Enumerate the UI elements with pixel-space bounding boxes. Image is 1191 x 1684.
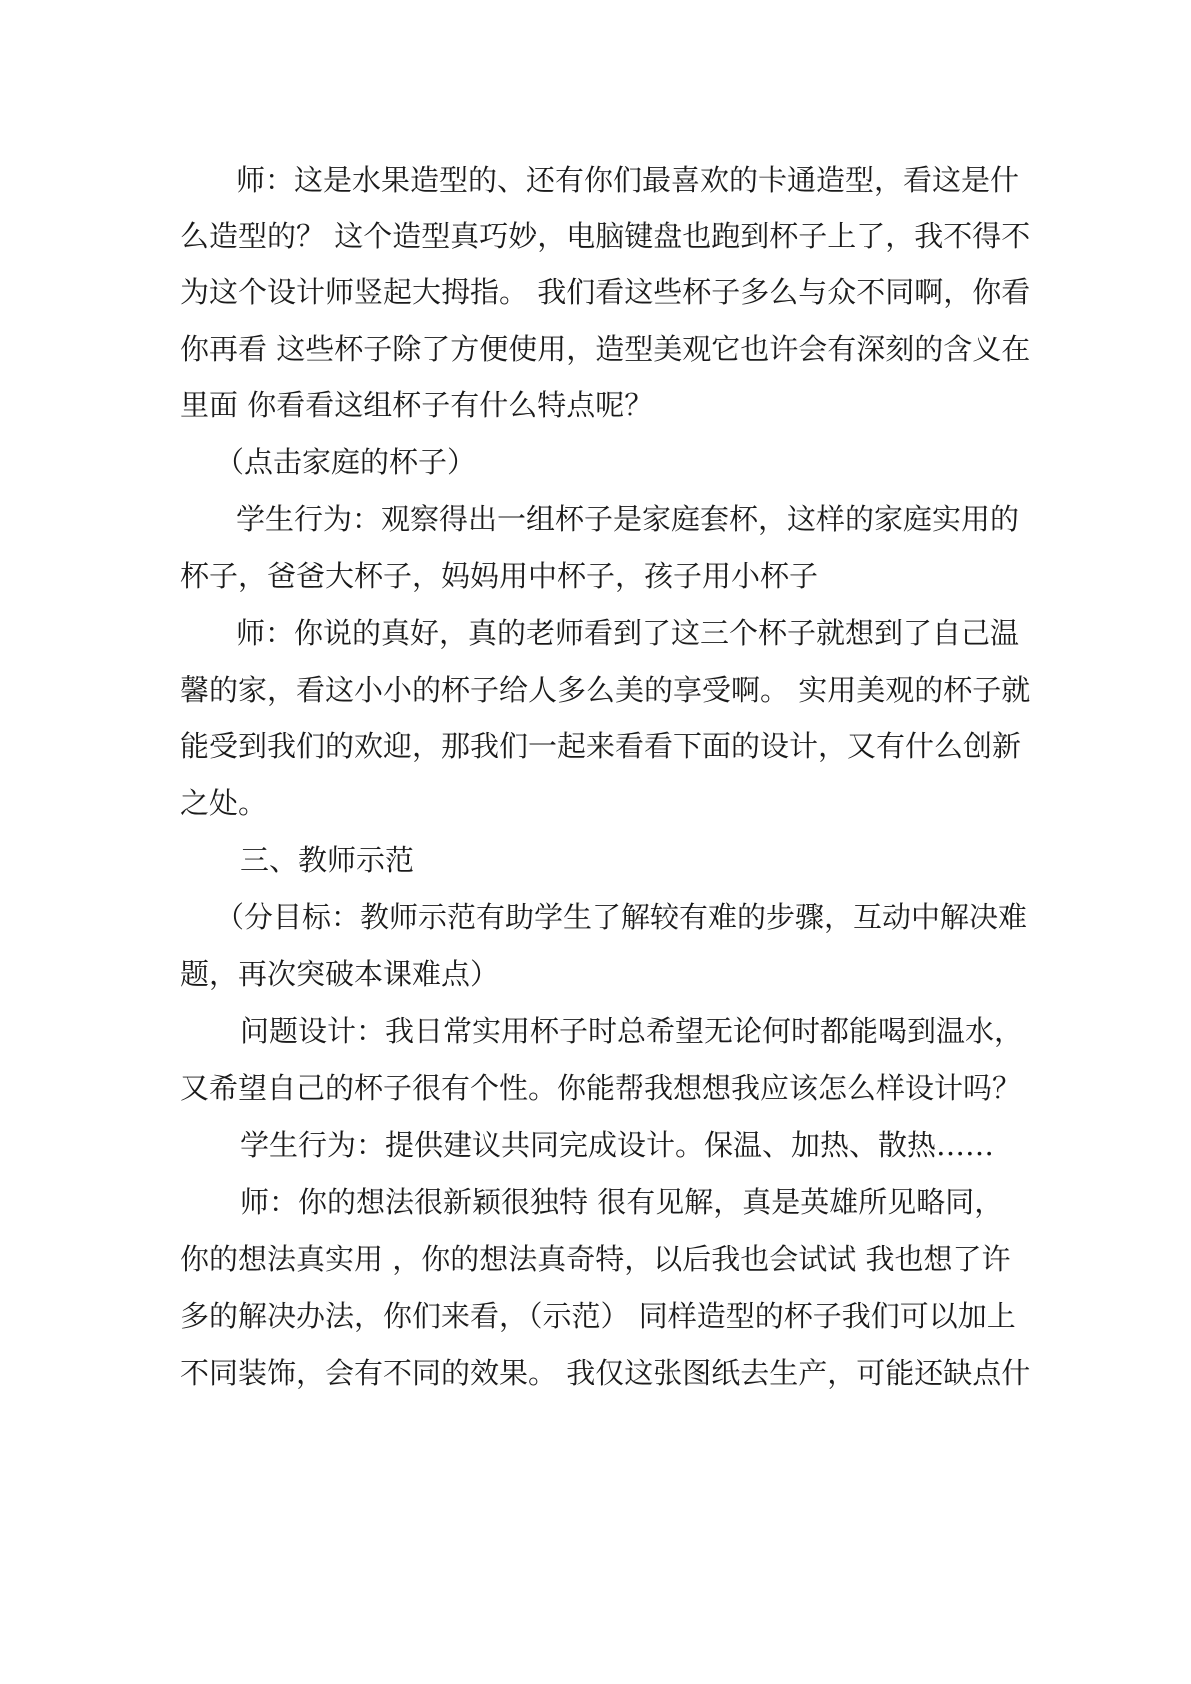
text-line: 问题设计：我日常实用杯子时总希望无论何时都能喝到温水， (240, 1014, 1024, 1048)
text-line: 又希望自己的杯子很有个性。你能帮我想想我应该怎么样设计吗？ (180, 1071, 1022, 1105)
text-line: 么造型的？ 这个造型真巧妙，电脑键盘也跑到杯子上了，我不得不 (180, 219, 1031, 253)
section-heading: 三、教师示范 (240, 843, 415, 877)
text-line: 多的解决办法，你们来看，（示范） 同样造型的杯子我们可以加上 (180, 1299, 1016, 1333)
text-line: 之处。 (180, 786, 268, 820)
text-line: 为这个设计师竖起大拇指。 我们看这些杯子多么与众不同啊，你看 (180, 275, 1031, 309)
text-line: （分目标：教师示范有助学生了解较有难的步骤，互动中解决难 (215, 900, 1028, 934)
text-line: 题，再次突破本课难点） (180, 957, 500, 991)
text-line: 师：你说的真好，真的老师看到了这三个杯子就想到了自己温 (236, 616, 1020, 650)
text-line: （点击家庭的杯子） (215, 445, 477, 479)
text-line: 能受到我们的欢迎，那我们一起来看看下面的设计，又有什么创新 (180, 729, 1022, 763)
text-line: 你的想法真实用 ，你的想法真奇特，以后我也会试试 我也想了许 (180, 1242, 1011, 1276)
text-line: 师：你的想法很新颖很独特 很有见解，真是英雄所见略同， (240, 1185, 1004, 1219)
text-line: 学生行为：提供建议共同完成设计。保温、加热、散热…… (240, 1128, 995, 1162)
text-line: 不同装饰，会有不同的效果。 我仅这张图纸去生产，可能还缺点什 (180, 1356, 1031, 1390)
text-line: 师：这是水果造型的、还有你们最喜欢的卡通造型，看这是什 (236, 163, 1020, 197)
text-line: 杯子，爸爸大杯子，妈妈用中杯子，孩子用小杯子 (180, 559, 819, 593)
text-line: 学生行为：观察得出一组杯子是家庭套杯，这样的家庭实用的 (236, 502, 1020, 536)
text-line: 里面 你看看这组杯子有什么特点呢？ (180, 388, 654, 422)
text-line: 馨的家，看这小小的杯子给人多么美的享受啊。 实用美观的杯子就 (180, 673, 1031, 707)
text-line: 你再看 这些杯子除了方便使用，造型美观它也许会有深刻的含义在 (180, 332, 1031, 366)
